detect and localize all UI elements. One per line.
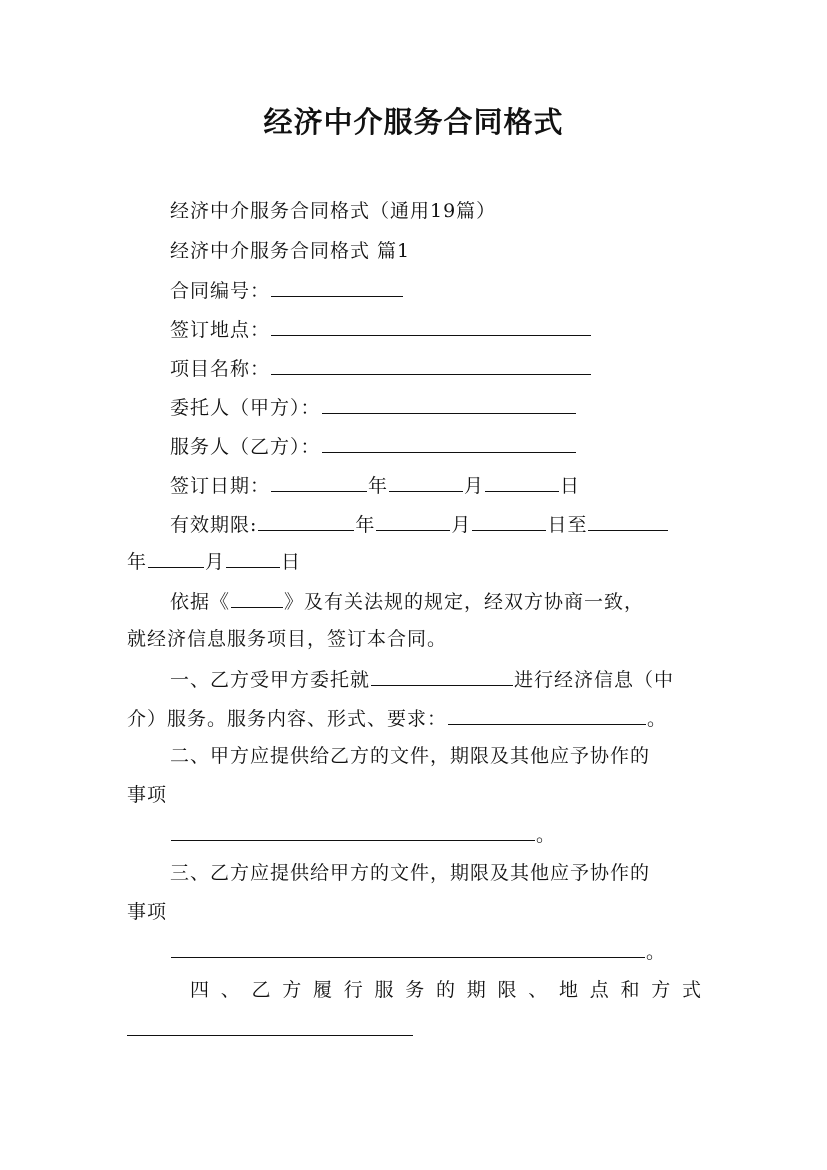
clause-2-line1: 二、甲方应提供给乙方的文件，期限及其他应予协作的 [170,745,651,767]
valid-start-month-blank [376,509,450,531]
party-b-label: 服务人（乙方）： [170,436,321,458]
sign-place-blank [271,314,591,336]
project-name-row [170,353,702,384]
sign-date-row [170,470,702,501]
year-unit: 年 [355,514,376,536]
month-unit: 月 [205,551,226,573]
sign-day-blank [485,470,559,492]
basis-text-2: 》及有关法规的规定，经双方协商一致， [284,591,645,613]
party-a-row [170,392,702,423]
valid-end-year-blank [588,509,668,531]
valid-period-label: 有效期限: [170,514,258,536]
year-unit: 年 [368,475,389,497]
project-name-label: 项目名称： [170,358,271,380]
sign-date-label: 签订日期： [170,475,271,497]
clause-1-line1 [170,664,702,695]
basis-text-1: 依据《 [170,591,231,613]
sign-place-row [170,314,702,345]
party-b-row [170,431,702,462]
sign-year-blank [271,470,367,492]
valid-period-row [170,509,702,540]
clause-4-blank [127,1014,413,1036]
clause-4-line2 [127,1014,702,1045]
section-heading: 经济中介服务合同格式 篇1 [170,240,411,262]
valid-start-year-blank [258,509,354,531]
service-item-blank [371,664,513,686]
clause-1-text-a: 一、乙方受甲方委托就 [170,669,371,691]
period-mark: 。 [647,708,668,730]
contract-number-label: 合同编号： [170,280,271,302]
day-unit: 日 [560,475,581,497]
party-b-blank [322,431,576,453]
clause-2-line3 [170,819,702,850]
basis-paragraph-line2: 就经济信息服务项目，签订本合同。 [127,628,448,650]
to-unit: 日至 [547,514,588,536]
contract-number-row [170,275,702,306]
contract-number-blank [271,275,403,297]
clause-3-line3 [170,936,702,967]
party-a-blank [322,392,576,414]
document-title: 经济中介服务合同格式 [263,105,564,139]
clause-3-line1: 三、乙方应提供给甲方的文件，期限及其他应予协作的 [170,862,651,884]
period-mark: 。 [646,941,667,963]
valid-end-day-blank [226,546,280,568]
day-unit: 日 [281,551,302,573]
clause-3-line2: 事项 [127,901,168,923]
clause-4-line1: 四、乙方履行服务的期限、地点和方式 [190,979,702,1001]
clause-2-line2: 事项 [127,784,168,806]
clause-3-blank [171,936,645,958]
sign-place-label: 签订地点： [170,319,271,341]
party-a-label: 委托人（甲方）： [170,397,321,419]
year-unit: 年 [127,551,148,573]
clause-1-text-b: 进行经济信息（中 [514,669,675,691]
sign-month-blank [389,470,463,492]
month-unit: 月 [451,514,472,536]
valid-period-row-cont [127,546,702,577]
clause-2-blank [171,819,535,841]
clause-1-line2 [127,703,702,734]
project-name-blank [271,353,591,375]
basis-paragraph-line1 [170,586,702,617]
month-unit: 月 [464,475,485,497]
document-subtitle: 经济中介服务合同格式（通用19篇） [170,200,497,222]
valid-start-day-blank [472,509,546,531]
service-content-blank [448,703,646,725]
period-mark: 。 [536,824,557,846]
valid-end-month-blank [148,546,204,568]
clause-1-text-c: 介）服务。服务内容、形式、要求： [127,708,448,730]
law-name-blank [231,586,283,608]
